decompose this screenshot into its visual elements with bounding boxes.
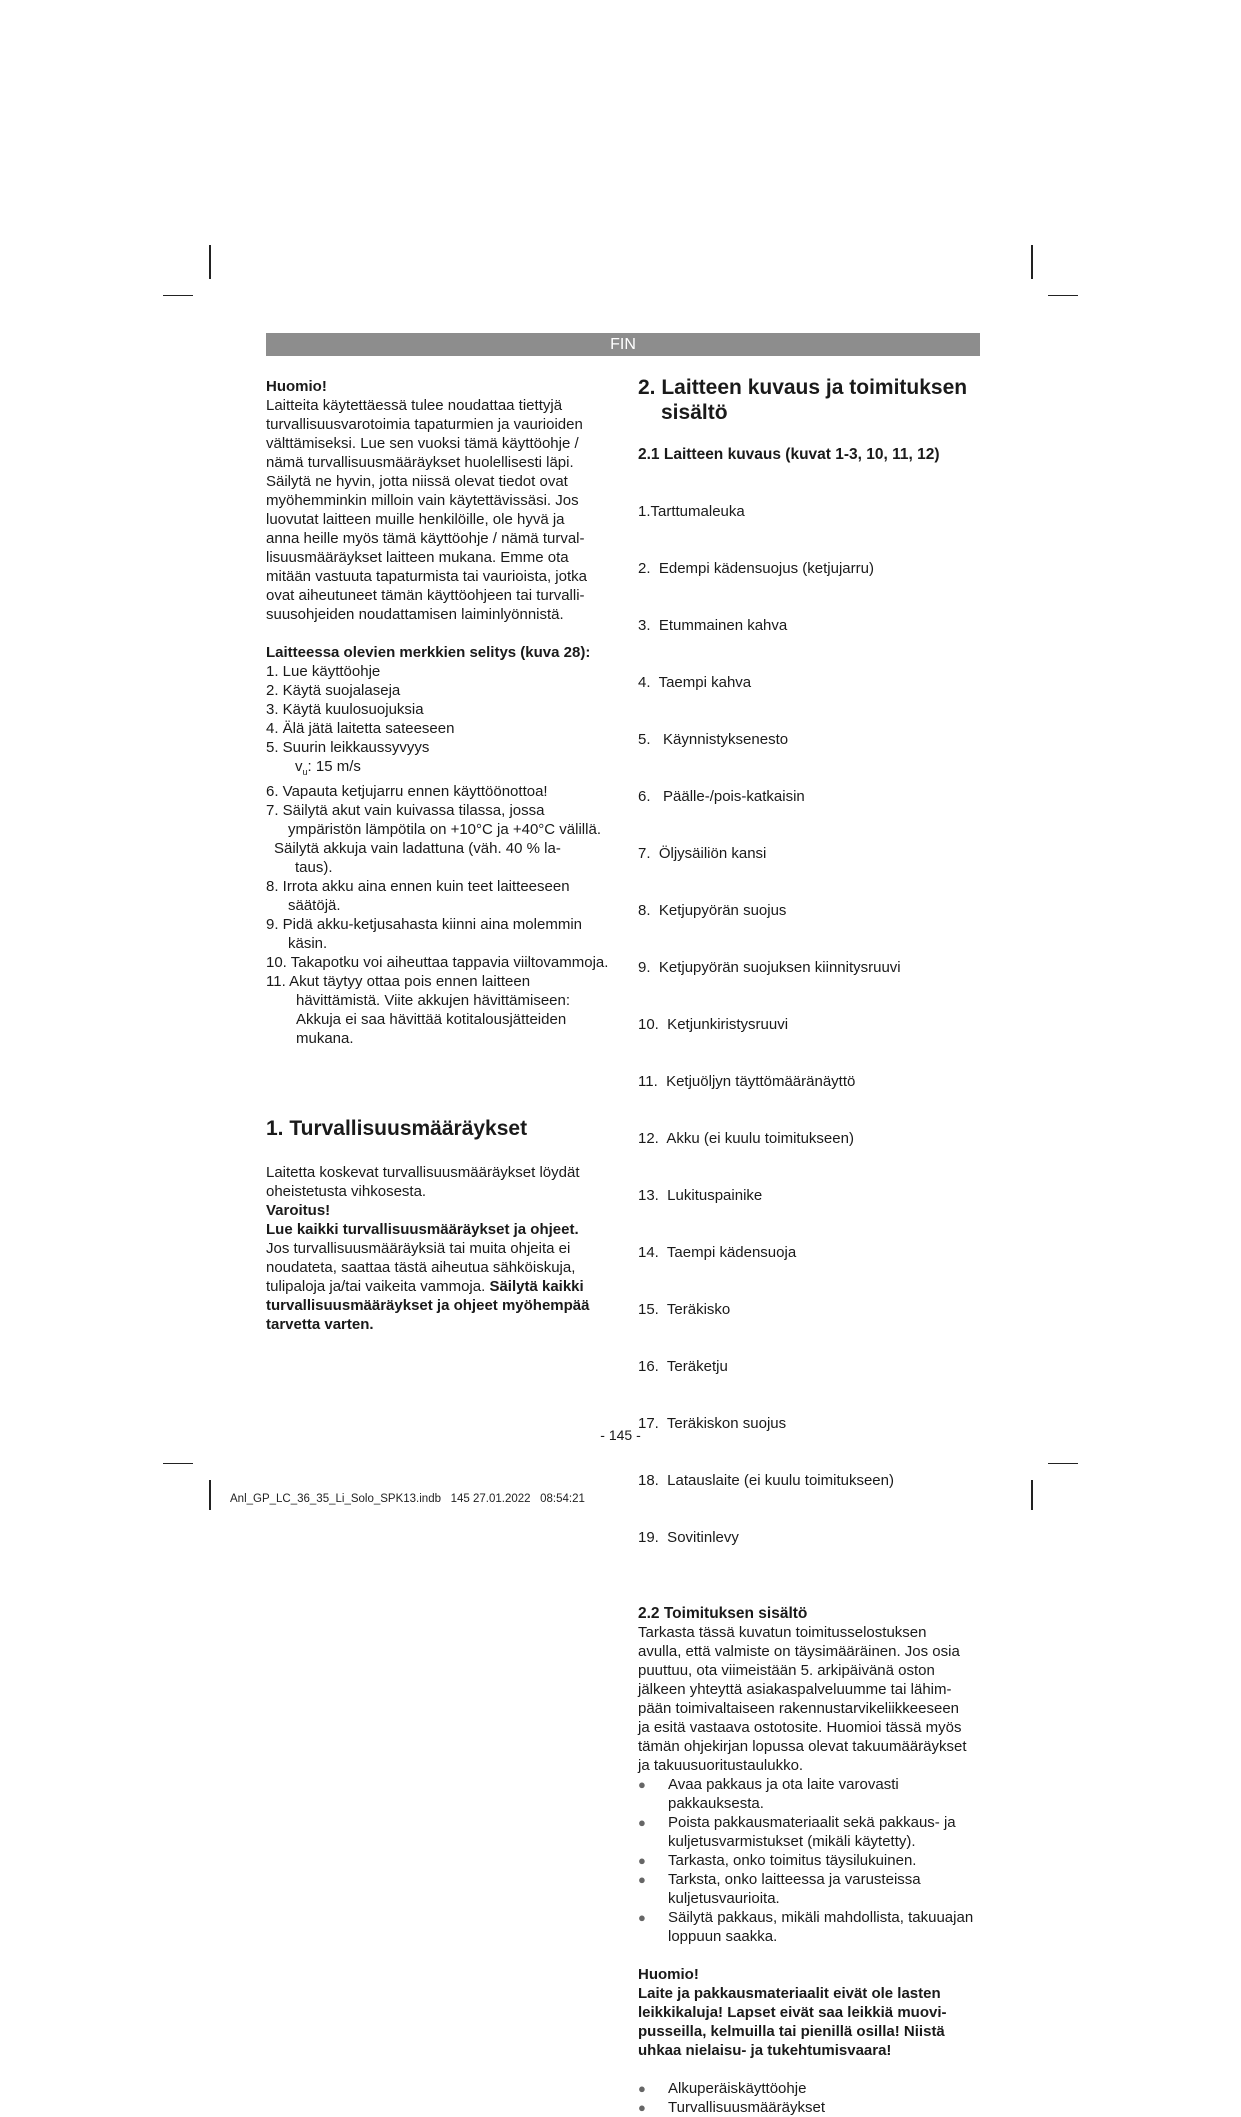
- part-item: 13. Lukituspainike: [638, 1187, 763, 1204]
- section1-heading: 1. Turvallisuusmääräykset: [266, 1117, 528, 1140]
- right-note-line: Laite ja pakkausmateriaalit eivät ole lasten: [638, 1985, 941, 2002]
- warning-line: noudateta, saattaa tästä aiheutua sähköiskuja,: [266, 1259, 576, 1276]
- bullet-item: ● Tarksta, onko laitteessa ja varusteissa kuljetusvaurioita.: [638, 1871, 921, 1907]
- bullet-dot-icon: ●: [638, 1910, 646, 1925]
- symbol-item: 11. Akut täytyy ottaa pois ennen laitteen hävittämistä. Viite akkujen hävittämiseen: Akkuja ei saa hävittää kotitalousjätteiden mukana.: [266, 973, 571, 1047]
- part-item: 8. Ketjupyörän suojus: [638, 902, 787, 919]
- crop-mark-top-left-h: [163, 295, 193, 296]
- part-item: 11. Ketjuöljyn täyttömääränäyttö: [638, 1073, 856, 1090]
- doc-item: ● Alkuperäiskäyttöohje: [638, 2080, 807, 2097]
- sub21-heading: 2.1 Laitteen kuvaus (kuvat 1-3, 10, 11, 12): [638, 446, 940, 463]
- part-item: 19. Sovitinlevy: [638, 1529, 739, 1546]
- delivery-text: [638, 1623, 983, 1775]
- note-line: luovutat laitteen muille henkilöille, ole hyvä ja: [266, 511, 565, 528]
- page-number: - 145 -: [600, 1427, 641, 1443]
- warning-bold-line: turvallisuusmääräykset ja ohjeet myöhempää: [266, 1297, 590, 1314]
- crop-mark-top-right-v: [1031, 245, 1033, 279]
- note-line: suusohjeiden noudattamisen laiminlyönnistä.: [266, 606, 564, 623]
- symbol-extra-line: taus).: [295, 859, 333, 876]
- part-item: 18. Latauslaite (ei kuulu toimitukseen): [638, 1472, 894, 1489]
- part-item: 4. Taempi kahva: [638, 674, 752, 691]
- symbol-item: 1. Lue käyttöohje: [266, 663, 381, 680]
- note-body: [266, 396, 618, 624]
- right-note-title: Huomio!: [638, 1966, 699, 1983]
- symbol-item: 4. Älä jätä laitetta sateeseen: [266, 720, 455, 737]
- part-item: 16. Teräketju: [638, 1358, 728, 1375]
- part-item: 17. Teräkiskon suojus: [638, 1415, 787, 1432]
- note-line: lisuusmääräykset laitteen mukana. Emme ota: [266, 549, 569, 566]
- parts-list: [638, 464, 983, 1585]
- symbol-item: 8. Irrota akku aina ennen kuin teet laitteeseen säätöjä.: [266, 878, 570, 914]
- symbol-item: 3. Käytä kuulosuojuksia: [266, 701, 424, 718]
- delivery-line: ja esitä vastaava ostotosite. Huomioi tässä myös: [638, 1719, 962, 1736]
- symbol-extra-line: Säilytä akkuja vain ladattuna (väh. 40 % la-: [274, 840, 561, 857]
- symbol-item: 2. Käytä suojalaseja: [266, 682, 401, 699]
- delivery-bullets: [638, 1775, 983, 1946]
- note-line: turvallisuusvarotoimia tapaturmien ja vaurioiden: [266, 416, 583, 433]
- bullet-dot-icon: ●: [638, 2081, 646, 2096]
- bullet-dot-icon: ●: [638, 1777, 646, 1792]
- part-item: 7. Öljysäiliön kansi: [638, 845, 767, 862]
- section1-line: Laitetta koskevat turvallisuusmääräykset löydät: [266, 1164, 580, 1181]
- crop-mark-bottom-right-v: [1031, 1480, 1033, 1510]
- part-item: 9. Ketjupyörän suojuksen kiinnitysruuvi: [638, 959, 901, 976]
- section2-heading: 2. Laitteen kuvaus ja toimituksen sisältö: [638, 376, 968, 424]
- bullet-item: ● Avaa pakkaus ja ota laite varovasti pakkauksesta.: [638, 1776, 899, 1812]
- right-note-body: [638, 1984, 983, 2060]
- delivery-line: jälkeen yhteyttä asiakaspalveluumme tai lähim-: [638, 1681, 952, 1698]
- symbol-item: 10. Takapotku voi aiheuttaa tappavia viiltovammoja.: [266, 954, 609, 971]
- note-title: Huomio!: [266, 378, 327, 395]
- symbol-item: 6. Vapauta ketjujarru ennen käyttöönottoa!: [266, 783, 548, 800]
- delivery-line: Tarkasta tässä kuvatun toimitusselostuksen: [638, 1624, 927, 1641]
- symbol-value: $v_u$: 15 m/s: [295, 758, 361, 777]
- crop-mark-bottom-left-v: [209, 1480, 211, 1510]
- part-item: 14. Taempi kädensuoja: [638, 1244, 797, 1261]
- bullet-dot-icon: ●: [638, 2100, 646, 2115]
- warning-line: Jos turvallisuusmääräyksiä tai muita ohjeita ei: [266, 1240, 571, 1257]
- note-line: Laitteita käytettäessä tulee noudattaa tiettyjä: [266, 397, 563, 414]
- right-note-line: leikkikaluja! Lapset eivät saa leikkiä muovi-: [638, 2004, 947, 2021]
- crop-mark-bottom-left-h: [163, 1463, 193, 1464]
- right-column: [638, 375, 983, 2117]
- right-note-line: uhkaa nielaisu- ja tukehtumisvaara!: [638, 2042, 892, 2059]
- symbols-list: [266, 662, 618, 1048]
- bullet-dot-icon: ●: [638, 1853, 646, 1868]
- delivery-line: pään toimivaltaiseen rakennustarvikeliikkeeseen: [638, 1700, 960, 1717]
- warning-line: tulipaloja ja/tai vaikeita vammoja. Säilytä kaikki: [266, 1278, 584, 1295]
- note-line: ovat aiheutuneet tämän käyttöohjeen tai turvalli-: [266, 587, 585, 604]
- delivery-line: ja takuusuoritustaulukko.: [638, 1757, 804, 1774]
- right-note-line: pusseilla, kelmuilla tai pienillä osilla! Niistä: [638, 2023, 945, 2040]
- delivery-line: avulla, että valmiste on täysimääräinen. Jos osia: [638, 1643, 960, 1660]
- included-docs: [638, 2079, 983, 2117]
- symbol-item: 5. Suurin leikkaussyvyys: [266, 739, 430, 756]
- symbol-item: 9. Pidä akku-ketjusahasta kiinni aina molemmin käsin.: [266, 916, 582, 952]
- section1-line: oheistetusta vihkosesta.: [266, 1183, 427, 1200]
- language-header-bar: FIN: [266, 333, 980, 356]
- note-line: välttämiseksi. Lue sen vuoksi tämä käyttöohje /: [266, 435, 579, 452]
- bullet-item: ● Poista pakkausmateriaalit sekä pakkaus- ja kuljetusvarmistukset (mikäli käytetty).: [638, 1814, 956, 1850]
- warning-title: Varoitus!: [266, 1202, 331, 1219]
- symbols-title: Laitteessa olevien merkkien selitys (kuva 28):: [266, 644, 591, 661]
- part-item: 5. Käynnistyksenesto: [638, 731, 789, 748]
- part-item: 2. Edempi kädensuojus (ketjujarru): [638, 560, 874, 577]
- bullet-item: ● Tarkasta, onko toimitus täysilukuinen.: [638, 1852, 917, 1869]
- warning-bold-line: tarvetta varten.: [266, 1316, 374, 1333]
- left-column: [266, 377, 618, 1334]
- delivery-line: puuttuu, ota viimeistään 5. arkipäivänä oston: [638, 1662, 935, 1679]
- note-line: myöhemminkin milloin vain käytettävissäsi. Jos: [266, 492, 579, 509]
- crop-mark-top-left-v: [209, 245, 211, 279]
- section1-body: [266, 1163, 618, 1334]
- bullet-dot-icon: ●: [638, 1872, 646, 1887]
- part-item: 6. Päälle-/pois-katkaisin: [638, 788, 805, 805]
- crop-mark-top-right-h: [1048, 295, 1078, 296]
- symbol-item: 7. Säilytä akut vain kuivassa tilassa, jossa ympäristön lämpötila on +10°C ja +40°C välillä.: [266, 802, 601, 838]
- part-item: 3. Etummainen kahva: [638, 617, 788, 634]
- note-line: mitään vastuuta tapaturmista tai vaurioista, jotka: [266, 568, 587, 585]
- doc-item: ● Turvallisuusmääräykset: [638, 2099, 825, 2116]
- part-item: 12. Akku (ei kuulu toimitukseen): [638, 1130, 854, 1147]
- note-line: nämä turvallisuusmääräykset huolellisesti läpi.: [266, 454, 574, 471]
- file-info: Anl_GP_LC_36_35_Li_Solo_SPK13.indb 145 27.01.2022 08:54:21: [230, 1493, 585, 1505]
- sub22-heading: 2.2 Toimituksen sisältö: [638, 1605, 808, 1622]
- bullet-dot-icon: ●: [638, 1815, 646, 1830]
- part-item: 15. Teräkisko: [638, 1301, 731, 1318]
- note-line: anna heille myös tämä käyttöohje / nämä turval-: [266, 530, 585, 547]
- warning-bold: Lue kaikki turvallisuusmääräykset ja ohjeet.: [266, 1221, 579, 1238]
- crop-mark-bottom-right-h: [1048, 1463, 1078, 1464]
- delivery-line: tämän ohjekirjan lopussa olevat takuumääräykset: [638, 1738, 967, 1755]
- bullet-item: ● Säilytä pakkaus, mikäli mahdollista, takuuajan loppuun saakka.: [638, 1909, 974, 1945]
- part-item: 10. Ketjunkiristysruuvi: [638, 1016, 789, 1033]
- part-item: 1.Tarttumaleuka: [638, 503, 745, 520]
- note-line: Säilytä ne hyvin, jotta niissä olevat tiedot ovat: [266, 473, 568, 490]
